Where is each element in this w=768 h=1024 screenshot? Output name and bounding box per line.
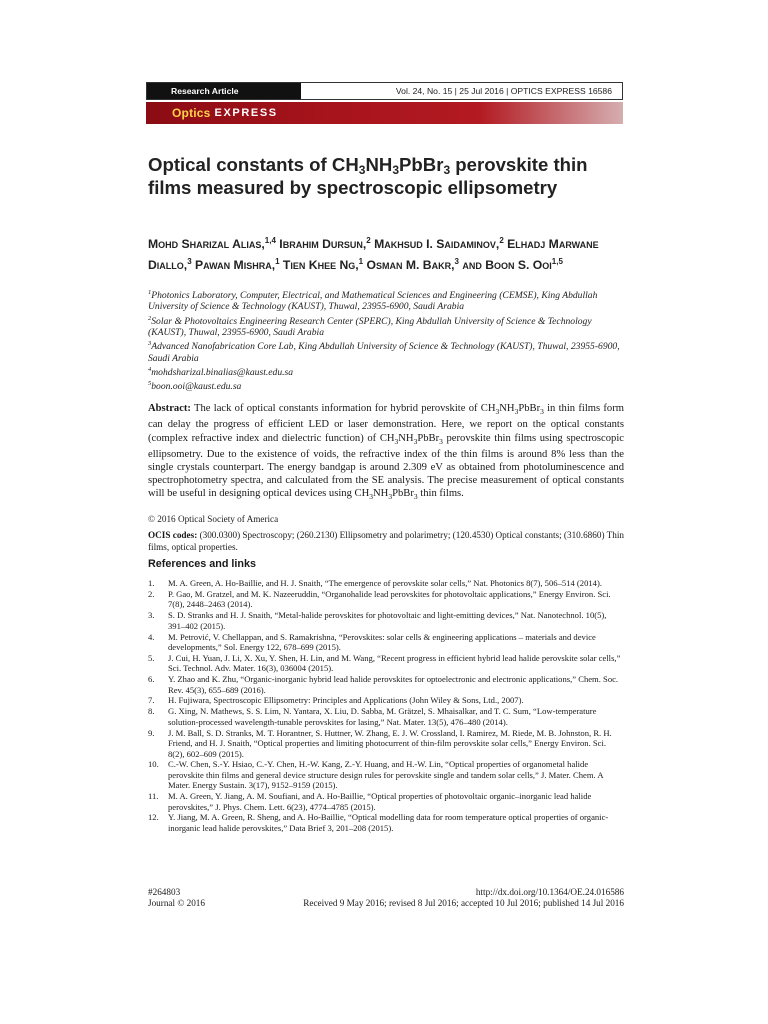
abstract-text: NH [373, 488, 389, 500]
ocis-text: (300.0300) Spectroscopy; (260.2130) Ellipsometry and polarimetry; (120.4530) Optical constants; (310.6860) Thin films, optical properties. [148, 530, 624, 552]
reference-number: 10. [148, 759, 159, 770]
reference-text: M. Petrović, V. Chellappan, and S. Ramakrishna, “Perovskites: solar cells & engineering applications – materials and device developments,” Sol. Energy 122, 678–699 (2015). [168, 631, 596, 652]
reference-number: 11. [148, 791, 159, 802]
footer-left [148, 887, 205, 909]
title-subscript: 3 [443, 163, 451, 177]
affiliation-item [148, 313, 626, 339]
title-text: NH [365, 154, 393, 175]
title-subscript: 3 [358, 163, 366, 177]
reference-number: 12. [148, 812, 159, 823]
affiliation-text: Solar & Photovoltaics Engineering Research Center (SPERC), King Abdullah University of Science & Technology (KAUST), Thuwal, 23955-6900, Saudi Arabia [148, 315, 592, 338]
affiliation-item [148, 338, 626, 364]
reference-text: H. Fujiwara, Spectroscopic Ellipsometry: Principles and Applications (John Wiley & Sons, Ltd., 2007). [168, 695, 524, 706]
author-affil-mark: 1,4 [264, 236, 276, 245]
reference-number: 9. [148, 727, 155, 738]
affiliation-email[interactable] [148, 364, 626, 378]
manuscript-id: #264803 [148, 887, 181, 897]
reference-text: J. M. Ball, S. D. Stranks, M. T. Horantner, S. Huttner, W. Zhang, E. J. W. Crossland, I. Ramirez, M. Riede, M. B. Johnston, R. H. Friend, and H. J. Snaith, “Optical properties and limiting photocurrent of thin-film perovskite solar cells,” Energy Environ. Sci. 8(2), 602–609 (2015). [168, 727, 612, 759]
reference-item [148, 812, 624, 833]
journal-header-bar [146, 82, 623, 100]
title-text: Optical constants of CH [148, 154, 359, 175]
author-name: Ibrahim Dursun, [275, 237, 367, 252]
affiliation-item [148, 287, 626, 313]
author-affil-mark: 1,5 [551, 257, 563, 267]
volume-info: Vol. 24, No. 15 | 25 Jul 2016 | OPTICS EXPRESS 16586 [395, 86, 612, 96]
reference-text: J. Cui, H. Yuan, J. Li, X. Xu, Y. Shen, H. Lin, and M. Wang, “Recent progress in efficient hybrid lead halide perovskite solar cells,” Sci. Technol. Adv. Mater. 16(3), 036004 (2015). [168, 652, 621, 674]
abstract-subscript: 3 [495, 407, 500, 417]
email-link[interactable]: boon.ooi@kaust.edu.sa [151, 381, 242, 393]
abstract-text: NH [398, 432, 414, 444]
author-name: Elhadj Marwane Diallo, [148, 237, 599, 273]
publication-dates: Received 9 May 2016; revised 8 Jul 2016; accepted 10 Jul 2016; published 14 Jul 2016 [303, 898, 624, 908]
doi-link[interactable]: http://dx.doi.org/10.1364/OE.24.016586 [475, 887, 624, 897]
reference-number: 6. [148, 674, 155, 685]
abstract-subscript: 3 [439, 436, 443, 446]
reference-number: 1. [148, 578, 155, 588]
reference-item [148, 695, 624, 705]
paper-page [146, 82, 624, 908]
author-affil-mark: 1 [358, 257, 364, 267]
reference-text: Y. Jiang, M. A. Green, R. Sheng, and A. Ho-Baillie, “Optical modelling data for room temperature optical properties of organic-inorganic lead halide perovskites,” Data Brief 3, 201–208 (2015). [168, 812, 609, 833]
author-affil-mark: 3 [187, 257, 192, 267]
reference-text: Y. Zhao and K. Zhu, “Organic-inorganic hybrid lead halide perovskites for optoelectronic and electronic applications,” Chem. Soc. Rev. 45(3), 655–689 (2016). [168, 674, 619, 695]
reference-item [148, 632, 624, 653]
abstract-subscript: 3 [394, 436, 399, 446]
copyright-notice: © 2016 Optical Society of America [148, 514, 279, 524]
reference-text: M. A. Green, Y. Jiang, A. M. Soufiani, and A. Ho-Baillie, “Optical properties of photovoltaic organic–inorganic lead halide perovskites,” J. Phys. Chem. Lett. 6(23), 4774–4785 (2015). [168, 791, 592, 812]
paper-title [148, 154, 628, 199]
reference-text: S. D. Stranks and H. J. Snaith, “Metal-halide perovskites for photovoltaic and light-emitting devices,” Nat. Nanotechnol. 10(5), 391–402 (2015). [168, 610, 607, 631]
abstract-subscript: 3 [413, 492, 418, 502]
affiliation-mark: 5 [148, 380, 152, 388]
affiliations [148, 287, 626, 393]
author-list [148, 232, 626, 274]
abstract-subscript: 3 [540, 407, 544, 417]
reference-item [148, 706, 624, 727]
author-affil-mark: 2 [366, 236, 371, 245]
author-name: Osman M. Bakr, [363, 258, 455, 273]
reference-number: 3. [148, 610, 155, 621]
author-name: Makhsud I. Saidaminov, [370, 237, 500, 252]
abstract-text: PbBr [392, 488, 414, 500]
reference-number: 8. [148, 706, 155, 717]
reference-item [148, 791, 624, 812]
abstract-subscript: 3 [514, 407, 519, 417]
footer-right [303, 887, 624, 909]
author-name: Pawan Mishra, [191, 258, 276, 273]
affiliation-text: Photonics Laboratory, Computer, Electrical, and Mathematical Sciences and Engineering (CEMSE), King Abdullah University of Science & Technology (KAUST), Thuwal, 23955-6900, Saudi Arabia [148, 290, 598, 313]
title-subscript: 3 [392, 163, 399, 177]
reference-text: P. Gao, M. Gratzel, and M. K. Nazeeruddin, “Organohalide lead perovskites for photovoltaic applications,” Energy Environ. Sci. 7(8), 2448–2463 (2014). [168, 588, 611, 610]
affiliation-email[interactable] [148, 378, 626, 392]
reference-item [148, 589, 624, 610]
journal-copyright: Journal © 2016 [148, 898, 205, 908]
abstract-text: PbBr [417, 432, 440, 444]
reference-number: 4. [148, 631, 155, 642]
reference-item [148, 674, 624, 695]
reference-number: 2. [148, 588, 155, 599]
author-name: Tien Khee Ng, [279, 258, 359, 273]
abstract [148, 402, 624, 504]
affiliation-mark: 3 [148, 340, 152, 348]
abstract-subscript: 3 [413, 436, 418, 446]
reference-item [148, 759, 624, 790]
references-heading: References and links [148, 558, 257, 570]
article-type-label: Research Article [147, 83, 301, 99]
abstract-text: PbBr [518, 403, 541, 414]
author-affil-mark: 2 [499, 236, 504, 245]
author-affil-mark: 3 [454, 257, 459, 267]
reference-item [148, 610, 624, 631]
author-name: and Boon S. Ooi [458, 258, 552, 273]
reference-number: 7. [148, 695, 155, 706]
abstract-text: NH [499, 403, 515, 414]
reference-item [148, 653, 624, 674]
reference-number: 5. [148, 652, 155, 663]
reference-text: M. A. Green, A. Ho-Baillie, and H. J. Snaith, “The emergence of perovskite solar cells,” Nat. Photonics 8(7), 506–514 (2014). [168, 578, 602, 588]
title-text: perovskite thin films measured by spectroscopic ellipsometry [148, 154, 588, 198]
affiliation-mark: 2 [148, 314, 152, 322]
abstract-subscript: 3 [388, 492, 393, 502]
abstract-subscript: 3 [369, 492, 374, 502]
ocis-label: OCIS codes: [148, 530, 198, 540]
title-text: PbBr [399, 154, 444, 175]
journal-name-optics: Optics [172, 106, 211, 120]
affiliation-mark: 4 [148, 365, 152, 373]
ocis-codes [148, 530, 624, 553]
affiliation-text: Advanced Nanofabrication Core Lab, King Abdullah University of Science & Technology (KAUST), Thuwal, 23955-6900, Saudi Arabia [148, 341, 620, 364]
abstract-label: Abstract: [148, 403, 191, 414]
abstract-text: in thin films form can delay the progress of efficient LED or laser demonstration. Here, we report on the optical constants (complex refractive index and dielectric function) of CH [148, 403, 624, 444]
affiliation-mark: 1 [148, 289, 152, 296]
reference-text: C.-W. Chen, S.-Y. Hsiao, C.-Y. Chen, H.-W. Kang, Z.-Y. Huang, and H.-W. Lin, “Optical properties of organometal halide perovskite thin films and general device structure design rules for perovskite single and tandem solar cells,” J. Mater. Chem. A Mater. Energy Sustain. 3(17), 9152–9159 (2015). [168, 759, 604, 791]
author-affil-mark: 1 [275, 257, 280, 267]
reference-item [148, 578, 624, 588]
email-link[interactable]: mohdsharizal.binalias@kaust.edu.sa [151, 366, 294, 378]
reference-list [148, 578, 624, 834]
journal-name-express: EXPRESS [214, 107, 278, 119]
reference-text: G. Xing, N. Mathews, S. S. Lim, N. Yantara, X. Liu, D. Sabba, M. Grätzel, S. Mhaisalkar, and T. C. Sum, “Low-temperature solution-processed wavelength-tunable perovskites for lasing,” Nat. Mater. 13(5), 476–480 (2014). [168, 706, 597, 727]
abstract-text: perovskite thin films using spectroscopic ellipsometry. Due to the existence of voids, the refractive index of the thin films is around 8% less than the single crystals counterpart. The energy bandgap is around 2.309 eV as obtained from photoluminescence and spectrophotometry spectra, and calculated from the SE analysis. The precise measurement of optical constants will be useful in designing optical devices using CH [148, 432, 624, 500]
author-name: Mohd Sharizal Alias, [148, 237, 265, 252]
abstract-text: The lack of optical constants information for hybrid perovskite of CH [190, 403, 496, 414]
abstract-text: thin films. [417, 488, 464, 500]
journal-logo-banner [146, 102, 623, 124]
reference-item [148, 728, 624, 759]
